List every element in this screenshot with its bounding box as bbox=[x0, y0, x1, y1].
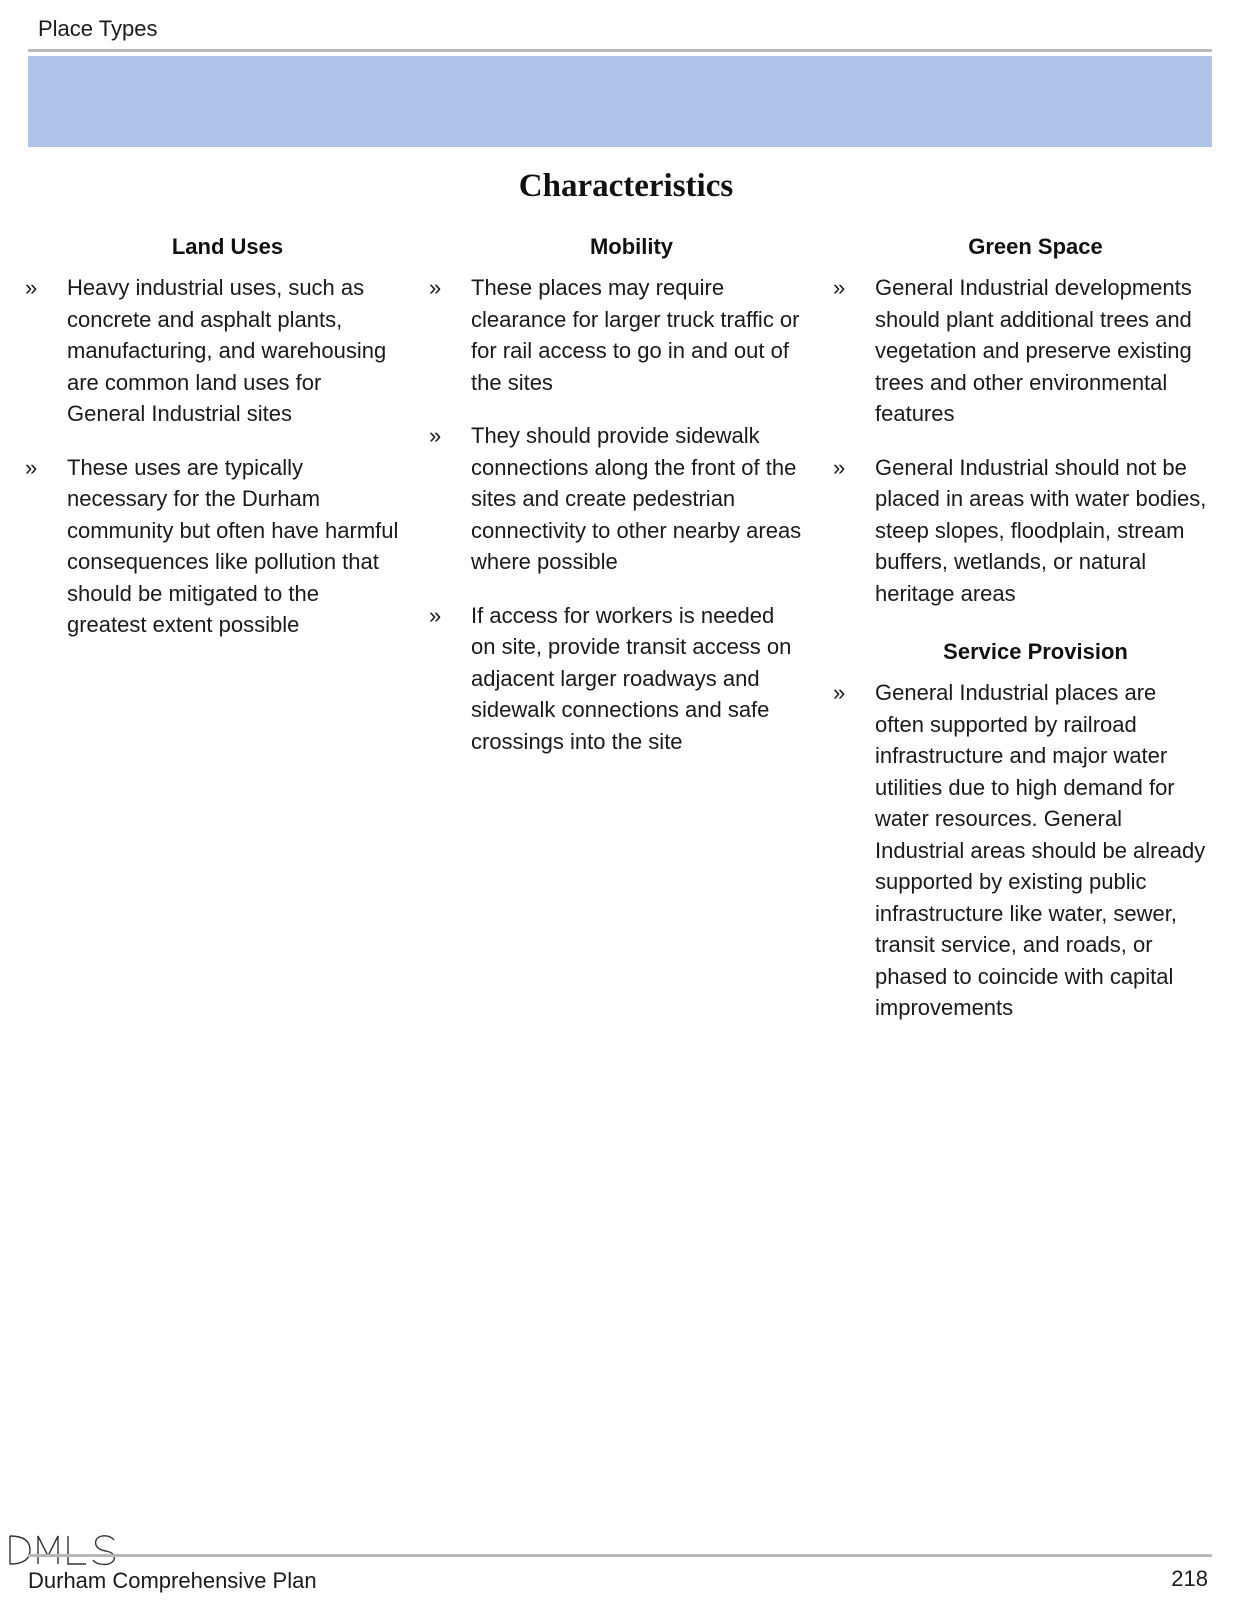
bullet-icon: » bbox=[833, 275, 846, 300]
bullet-icon: » bbox=[25, 454, 38, 480]
column-land-uses bbox=[25, 232, 400, 663]
list-item bbox=[429, 272, 804, 398]
list-item-text: General Industrial places are often supported by railroad infrastructure and major water utilities due to high demand for water resources. General Industrial areas should be already supported by existing public infrastructure like water, sewer, transit service, and roads, or phased to coincide with capital improvements bbox=[875, 680, 1206, 1020]
list-item-text: If access for workers is needed on site, provide transit access on adjacent larger roadways and sidewalk connections and safe crossings into the site bbox=[471, 602, 792, 754]
list-item bbox=[833, 272, 1208, 430]
bullet-list bbox=[25, 272, 400, 641]
bullet-icon: » bbox=[429, 602, 442, 628]
document-title: Durham Comprehensive Plan bbox=[28, 1568, 317, 1593]
subsection-heading: Service Provision bbox=[943, 639, 1128, 664]
column-green-space bbox=[833, 232, 1208, 1046]
section-title: Characteristics bbox=[518, 168, 734, 204]
list-item-text: They should provide sidewalk connections along the front of the sites and create pedestrian connectivity to other nearby areas where possible bbox=[471, 423, 802, 574]
column-mobility bbox=[429, 232, 804, 779]
bullet-icon: » bbox=[429, 423, 442, 448]
column-heading: Mobility bbox=[589, 234, 674, 259]
bullet-icon: » bbox=[25, 275, 38, 300]
running-header: Place Types bbox=[38, 16, 158, 41]
column-heading: Land Uses bbox=[171, 234, 284, 259]
bullet-icon: » bbox=[429, 275, 442, 300]
dmls-logo bbox=[6, 1530, 126, 1570]
list-item bbox=[833, 677, 1208, 1024]
list-item-text: General Industrial should not be placed in areas with water bodies, steep slopes, floodplain, stream buffers, wetlands, or natural heritage areas bbox=[875, 454, 1207, 606]
list-item bbox=[429, 420, 804, 578]
footer-divider bbox=[28, 1554, 1212, 1557]
list-item-text: General Industrial developments should plant additional trees and vegetation and preserve existing trees and other environmental features bbox=[875, 275, 1192, 426]
list-item bbox=[25, 272, 400, 430]
list-item bbox=[25, 452, 400, 641]
color-banner bbox=[28, 56, 1212, 147]
list-item bbox=[429, 600, 804, 758]
bullet-icon: » bbox=[833, 680, 846, 705]
list-item bbox=[833, 452, 1208, 610]
bullet-list bbox=[833, 677, 1208, 1024]
list-item-text: Heavy industrial uses, such as concrete and asphalt plants, manufacturing, and warehousing are common land uses for General Industrial sites bbox=[67, 275, 387, 426]
bullet-list bbox=[833, 272, 1208, 609]
header-divider bbox=[28, 49, 1212, 52]
column-heading: Green Space bbox=[968, 234, 1103, 259]
list-item-text: These uses are typically necessary for the Durham community but often have harmful consequences like pollution that should be mitigated to the greatest extent possible bbox=[67, 454, 399, 637]
page-number: 218 bbox=[1171, 1566, 1208, 1591]
bullet-list bbox=[429, 272, 804, 757]
bullet-icon: » bbox=[833, 454, 846, 480]
list-item-text: These places may require clearance for larger truck traffic or for rail access to go in and out of the sites bbox=[471, 275, 800, 395]
